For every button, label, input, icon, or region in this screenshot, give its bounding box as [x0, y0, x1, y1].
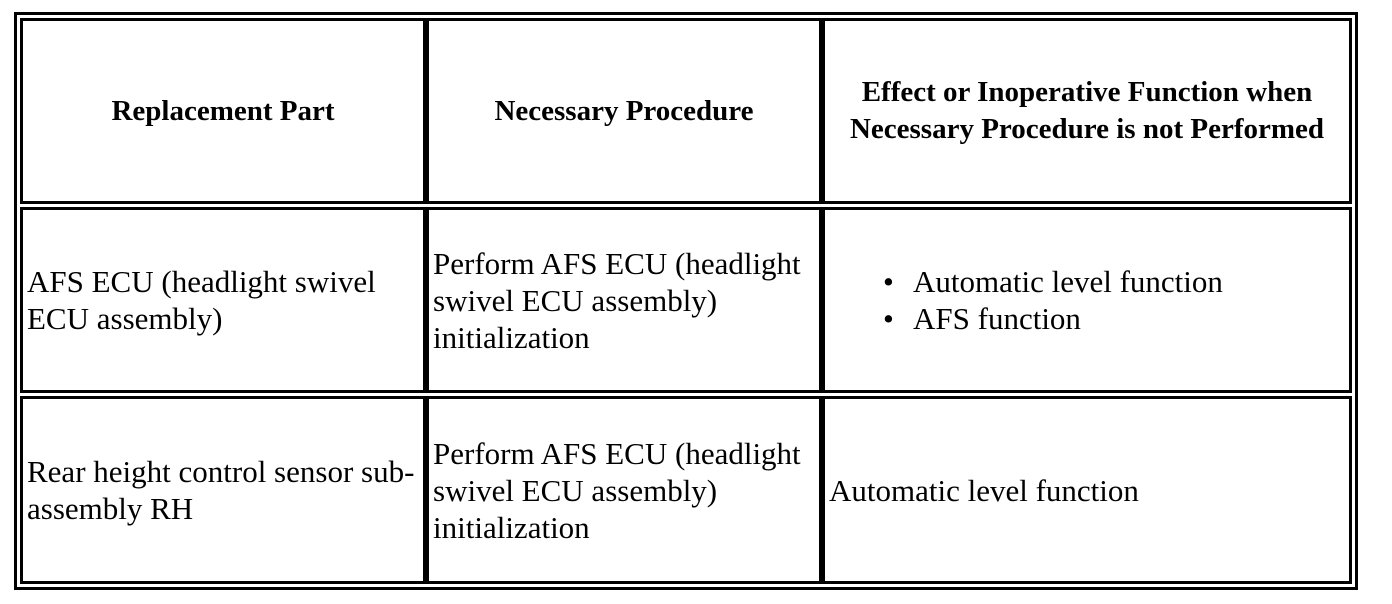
list-item: [883, 263, 1223, 300]
header-replacement-part: [20, 18, 426, 204]
row2-procedure-text: Perform AFS ECU (headlight swivel ECU assembly) initialization: [433, 435, 801, 545]
row1-procedure-cell: [426, 207, 822, 393]
row2-part-text: Rear height control sensor sub-assembly RH: [27, 454, 415, 526]
row1-procedure-text: Perform AFS ECU (headlight swivel ECU assembly) initialization: [433, 245, 801, 355]
row1-part-cell: [20, 207, 426, 393]
row1-part-text: AFS ECU (headlight swivel ECU assembly): [27, 264, 376, 336]
header-effect: [822, 18, 1352, 204]
header-replacement-part-label: Replacement Part: [111, 94, 335, 127]
row1-effect-item-2: AFS function: [913, 301, 1081, 336]
bullet-icon: •: [883, 264, 894, 299]
header-effect-label: Effect or Inoperative Function when Necessary Procedure is not Performed: [849, 76, 1325, 145]
row2-part-cell: [20, 396, 426, 584]
row1-effect-item-1: Automatic level function: [913, 264, 1223, 299]
row2-effect-text: Automatic level function: [829, 472, 1139, 508]
row1-effect-cell: [822, 207, 1352, 393]
list-item: [883, 300, 1223, 337]
row1-effect-list: [883, 263, 1223, 337]
row2-effect-cell: [822, 396, 1352, 584]
bullet-icon: •: [883, 301, 894, 336]
header-necessary-procedure: [426, 18, 822, 204]
row2-procedure-cell: [426, 396, 822, 584]
header-necessary-procedure-label: Necessary Procedure: [494, 94, 754, 127]
